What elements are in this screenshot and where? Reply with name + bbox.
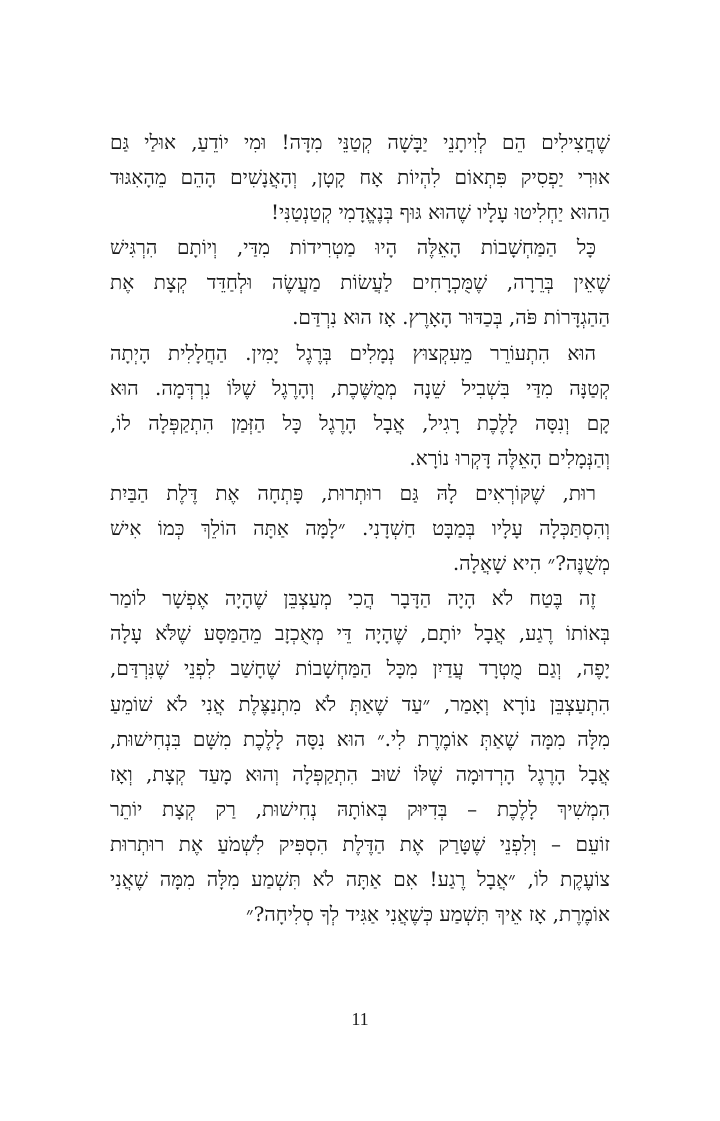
- text-line: וְהַנְּמָלִים הָאֵלֶּה דָּקְרוּ נוֹרָא.: [409, 445, 610, 470]
- text-line: יָפֶה, וְגַם מֻטְרָד עֲדַיִן מִכָּל הַמַּחְשָׁבוֹת שֶׁחָשַׁב לִפְנֵי שֶׁנִּרְדַּם,: [110, 656, 610, 681]
- text-line: קְטַנָּה מִדַּי בִּשְׁבִיל שֵׁנָה מְמֻשֶּׁכֶת, וְהָרֶגֶל שֶׁלּוֹ נִרְדְּמָה. הוּא: [110, 375, 610, 400]
- text-line: הִתְעַצְבֵּן נוֹרָא וְאָמַר, ״עַד שֶׁאַתְּ לֹא מִתְנַצֶּלֶת אֲנִי לֹא שׁוֹמֵעַ: [110, 691, 610, 716]
- text-line: מְשֻׁנֶּה?״ הִיא שָׁאֲלָה.: [452, 551, 610, 576]
- text-line: קָם וְנִסָּה לָלֶכֶת רָגִיל, אֲבָל הָרֶגֶל כָּל הַזְּמַן הִתְקַפְּלָה לוֹ,: [110, 410, 610, 435]
- text-line: אוֹמֶרֶת, אָז אֵיךְ תִּשְׁמַע כְּשֶׁאֲנִי אַגִּיד לְךָ סְלִיחָה?״: [245, 902, 610, 927]
- text-line: זֶה בֶּטַח לֹא הָיָה הַדָּבָר הֲכִי מְעַצְבֵּן שֶׁהָיָה אֶפְשָׁר לוֹמַר: [110, 586, 596, 611]
- text-line: אֲבָל הָרֶגֶל הָרְדוּמָה שֶׁלּוֹ שׁוּב הִתְקַפְּלָה וְהוּא מָעַד קְצָת, וְאָז: [110, 761, 610, 786]
- text-line: וְהִסְתַּכְּלָה עָלָיו בְּמַבָּט חַשְׁדָנִי. ״לָמָּה אַתָּה הוֹלֵךְ כְּמוֹ אִישׁ: [110, 516, 610, 541]
- text-line: אוּרִי יַפְסִיק פִּתְאוֹם לִהְיוֹת אָח קָטָן, וְהָאֲנָשִׁים הָהֵם מֵהָאִגּוּד: [110, 165, 610, 190]
- text-line: הַהַגְדָּרוֹת פֹּה, בְּכַדּוּר הָאָרֶץ. אָז הוּא נִרְדַּם.: [292, 305, 610, 330]
- text-line: שֶׁאֵין בְּרֵרָה, שֶׁמֻּכְרָחִים לַעֲשׂוֹת מַעֲשֶׂה וּלְחַדֵּד קְצָת אֶת: [110, 270, 610, 295]
- text-line: כָּל הַמַּחְשָׁבוֹת הָאֵלֶּה הָיוּ מַטְרִידוֹת מִדַּי, וְיוֹתָם הִרְגִּישׁ: [110, 235, 596, 260]
- text-line: מִלָּה מִמָּה שֶׁאַתְּ אוֹמֶרֶת לִי.״ הוּא נִסָּה לָלֶכֶת מִשָּׁם בִּנְחִישׁוּת,: [110, 726, 610, 751]
- page-number: 11: [351, 1009, 369, 1029]
- text-line: הַהוּא יַחְלִיטוּ עָלָיו שֶׁהוּא גּוּף בְּנֶאֱדָמִי קְטַנְטַנִּי!: [270, 200, 610, 225]
- body-text: [110, 125, 610, 932]
- text-line: רוּת, שֶׁקּוֹרְאִים לָהּ גַּם רוּתְרוּת, פָּתְחָה אֶת דֶּלֶת הַבַּיִת: [110, 480, 596, 505]
- text-line: זוֹעֵם – וְלִפְנֵי שֶׁטָּרַק אֶת הַדֶּלֶת הִסְפִּיק לִשְׁמֹעַ אֶת רוּתְרוּת: [110, 831, 610, 856]
- text-line: שֶׁחֲצִילִים הֵם לְוִיתָנֵי יַבָּשָׁה קְטַנֵּי מִדָּה! וּמִי יוֹדֵעַ, אוּלַי גַּם: [110, 130, 610, 154]
- text-line: הוּא הִתְעוֹרֵר מֵעִקְצוּץ נְמָלִים בְּרֶגֶל יָמִין. הַחֲלָלִית הָיְתָה: [110, 340, 596, 365]
- text-line: צוֹעֶקֶת לוֹ, ״אֲבָל רֶגַע! אִם אַתָּה לֹא תִּשְׁמַע מִלָּה מִמָּה שֶׁאֲנִי: [110, 866, 610, 891]
- text-line: בְּאוֹתוֹ רֶגַע, אֲבָל יוֹתָם, שֶׁהָיָה דֵּי מְאֻכְזָב מֵהַמַּסָּע שֶׁלֹּא עָלָה: [110, 621, 610, 646]
- text-line: הִמְשִׁיךְ לָלֶכֶת – בְּדִיּוּק בְּאוֹתָהּ נְחִישׁוּת, רַק קְצָת יוֹתֵר: [110, 796, 610, 821]
